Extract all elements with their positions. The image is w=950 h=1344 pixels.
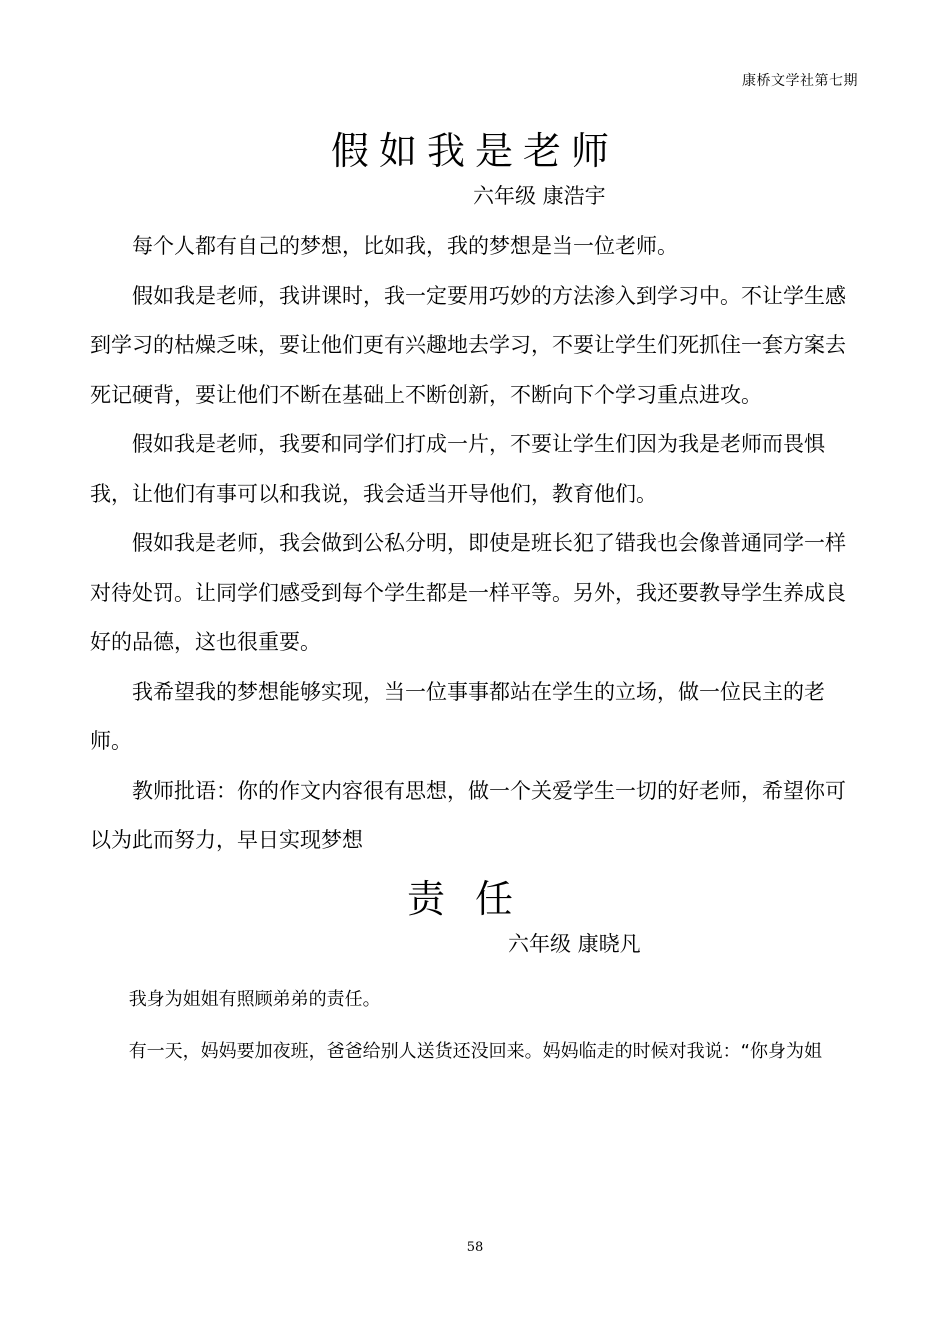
essay1-body [90, 222, 862, 866]
paragraph: 有一天，妈妈要加夜班，爸爸给别人送货还没回来。妈妈临走的时候对我说：“你身为姐 [128, 1041, 823, 1062]
paragraph: 每个人都有自己的梦想，比如我，我的梦想是当一位老师。 [132, 234, 678, 258]
essay1-title: 假如我是老师 [330, 129, 619, 173]
paragraph: 我希望我的梦想能够实现，当一位事事都站在学生的立场，做一位民主的老师。 [90, 679, 825, 753]
paragraph: 假如我是老师，我要和同学们打成一片，不要让学生们因为我是老师而畏惧我，让他们有事可以和我说，我会适当开导他们，教育他们。 [90, 432, 825, 506]
publication-header: 康桥文学社第七期 [742, 73, 858, 89]
essay2-title: 责任 [406, 877, 543, 921]
essay2-author: 六年级 康晓凡 [508, 932, 641, 956]
paragraph: 假如我是老师，我会做到公私分明，即使是班长犯了错我也会像普通同学一样对待处罚。让同学们感受到每个学生都是一样平等。另外，我还要教导学生养成良好的品德，这也很重要。 [90, 531, 846, 654]
essay1-author: 六年级 康浩宇 [473, 184, 606, 208]
essay2-body [90, 974, 862, 1078]
paragraph: 我身为姐姐有照顾弟弟的责任。 [128, 989, 381, 1010]
page-number: 58 [466, 1240, 484, 1255]
paragraph: 假如我是老师，我讲课时，我一定要用巧妙的方法渗入到学习中。不让学生感到学习的枯燥乏味，要让他们更有兴趣地去学习，不要让学生们死抓住一套方案去死记硬背，要让他们不断在基础上不断创新，不断向下个学习重点进攻。 [90, 283, 846, 407]
teacher-comment: 教师批语：你的作文内容很有思想，做一个关爱学生一切的好老师，希望你可以为此而努力，早日实现梦想 [90, 778, 846, 852]
